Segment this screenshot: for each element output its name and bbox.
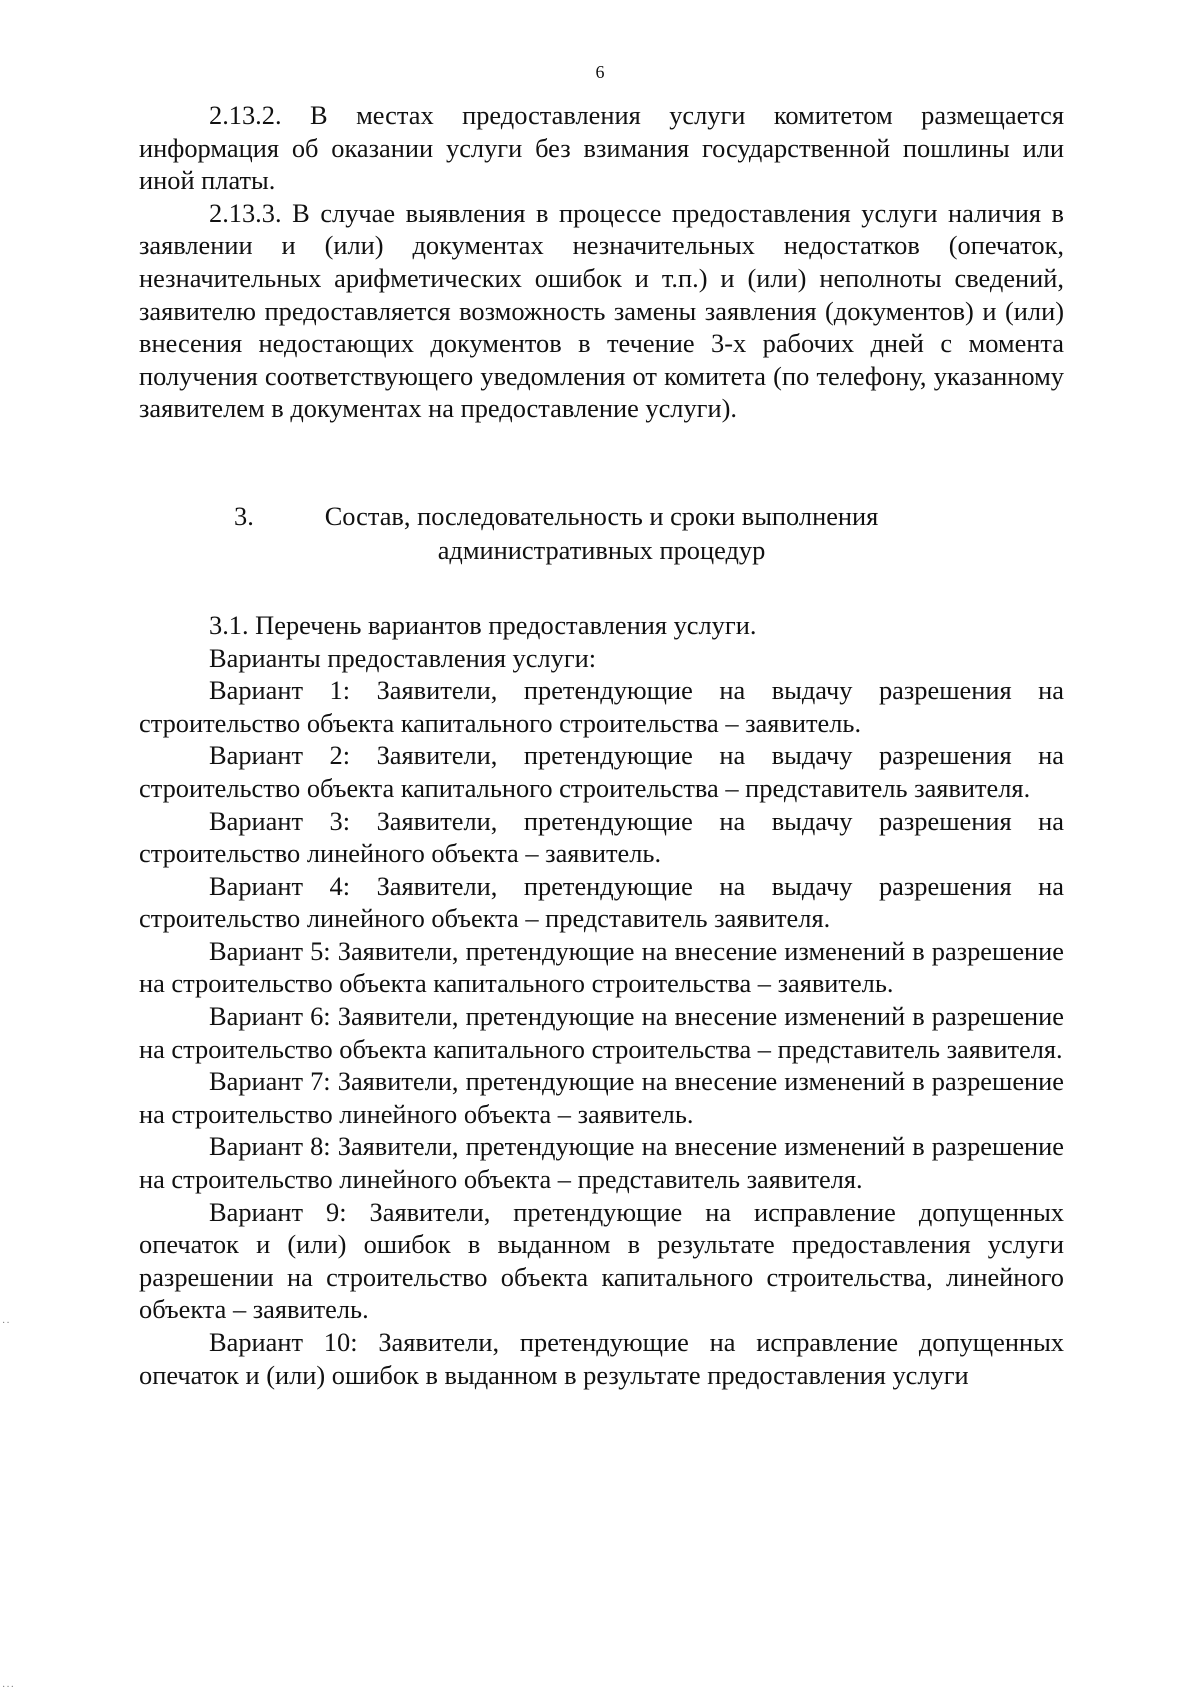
scan-margin-mark: ···	[2, 1682, 15, 1693]
paragraph-variant-3: Вариант 3: Заявители, претендующие на выдачу разрешения на строительство линейного объекта – заявитель.	[139, 805, 1064, 869]
paragraph-variant-5: Вариант 5: Заявители, претендующие на внесение изменений в разрешение на строительство объекта капитального строительства – заявитель.	[139, 935, 1064, 999]
scan-margin-mark: ··	[2, 1318, 11, 1329]
paragraph-variant-1: Вариант 1: Заявители, претендующие на выдачу разрешения на строительство объекта капитального строительства – заявитель.	[139, 675, 1064, 738]
paragraph-variant-8: Вариант 8: Заявители, претендующие на внесение изменений в разрешение на строительство линейного объекта – представитель заявителя.	[139, 1131, 1064, 1195]
paragraph-2-13-2: 2.13.2. В местах предоставления услуги комитетом размещается информация об оказании услуги без взимания государственной пошлины или иной платы.	[139, 100, 1064, 196]
section-title-line2: административных процедур	[437, 534, 766, 565]
section-number: 3.	[234, 500, 254, 531]
spacer	[139, 425, 1064, 499]
paragraph-variants-intro: Варианты предоставления услуги:	[209, 642, 597, 673]
section-heading-line1	[139, 499, 1064, 533]
paragraph-2-13-3: 2.13.3. В случае выявления в процессе предоставления услуги наличия в заявлении и (или) документах незначительных недостатков (опечаток, незначительных арифметических ошибок и т.п.) и (или) неполноты сведений, заявителю предоставляется возможность замены заявления (документов) и (или) внесения недостающих документов в течение 3-х рабочих дней с момента получения соответствующего уведомления от комитета (по телефону, указанному заявителем в документах на предоставление услуги).	[139, 197, 1064, 424]
paragraph-variant-9: Вариант 9: Заявители, претендующие на исправление допущенных опечаток и (или) ошибок в выданном в результате предоставления услуги разрешении на строительство объекта капитального строительства, линейного объекта – заявитель.	[139, 1196, 1064, 1325]
paragraph-variant-7: Вариант 7: Заявители, претендующие на внесение изменений в разрешение на строительство линейного объекта – заявитель.	[139, 1066, 1064, 1129]
page-number: 6	[595, 62, 605, 82]
spacer	[139, 567, 1064, 609]
paragraph-3-1: 3.1. Перечень вариантов предоставления услуги.	[209, 609, 757, 640]
paragraph-variant-4: Вариант 4: Заявители, претендующие на выдачу разрешения на строительство линейного объекта – представитель заявителя.	[139, 870, 1064, 934]
paragraph-variant-10: Вариант 10: Заявители, претендующие на исправление допущенных опечаток и (или) ошибок в выданном в результате предоставления услуги	[139, 1327, 1064, 1390]
paragraph-variant-2: Вариант 2: Заявители, претендующие на выдачу разрешения на строительство объекта капитального строительства – представитель заявителя.	[139, 740, 1064, 803]
section-title-line1: Состав, последовательность и сроки выполнения	[324, 500, 879, 531]
paragraph-variant-6: Вариант 6: Заявители, претендующие на внесение изменений в разрешение на строительство объекта капитального строительства – представитель заявителя.	[139, 1001, 1064, 1064]
section-heading	[139, 499, 1064, 567]
document-body	[139, 99, 1064, 1391]
